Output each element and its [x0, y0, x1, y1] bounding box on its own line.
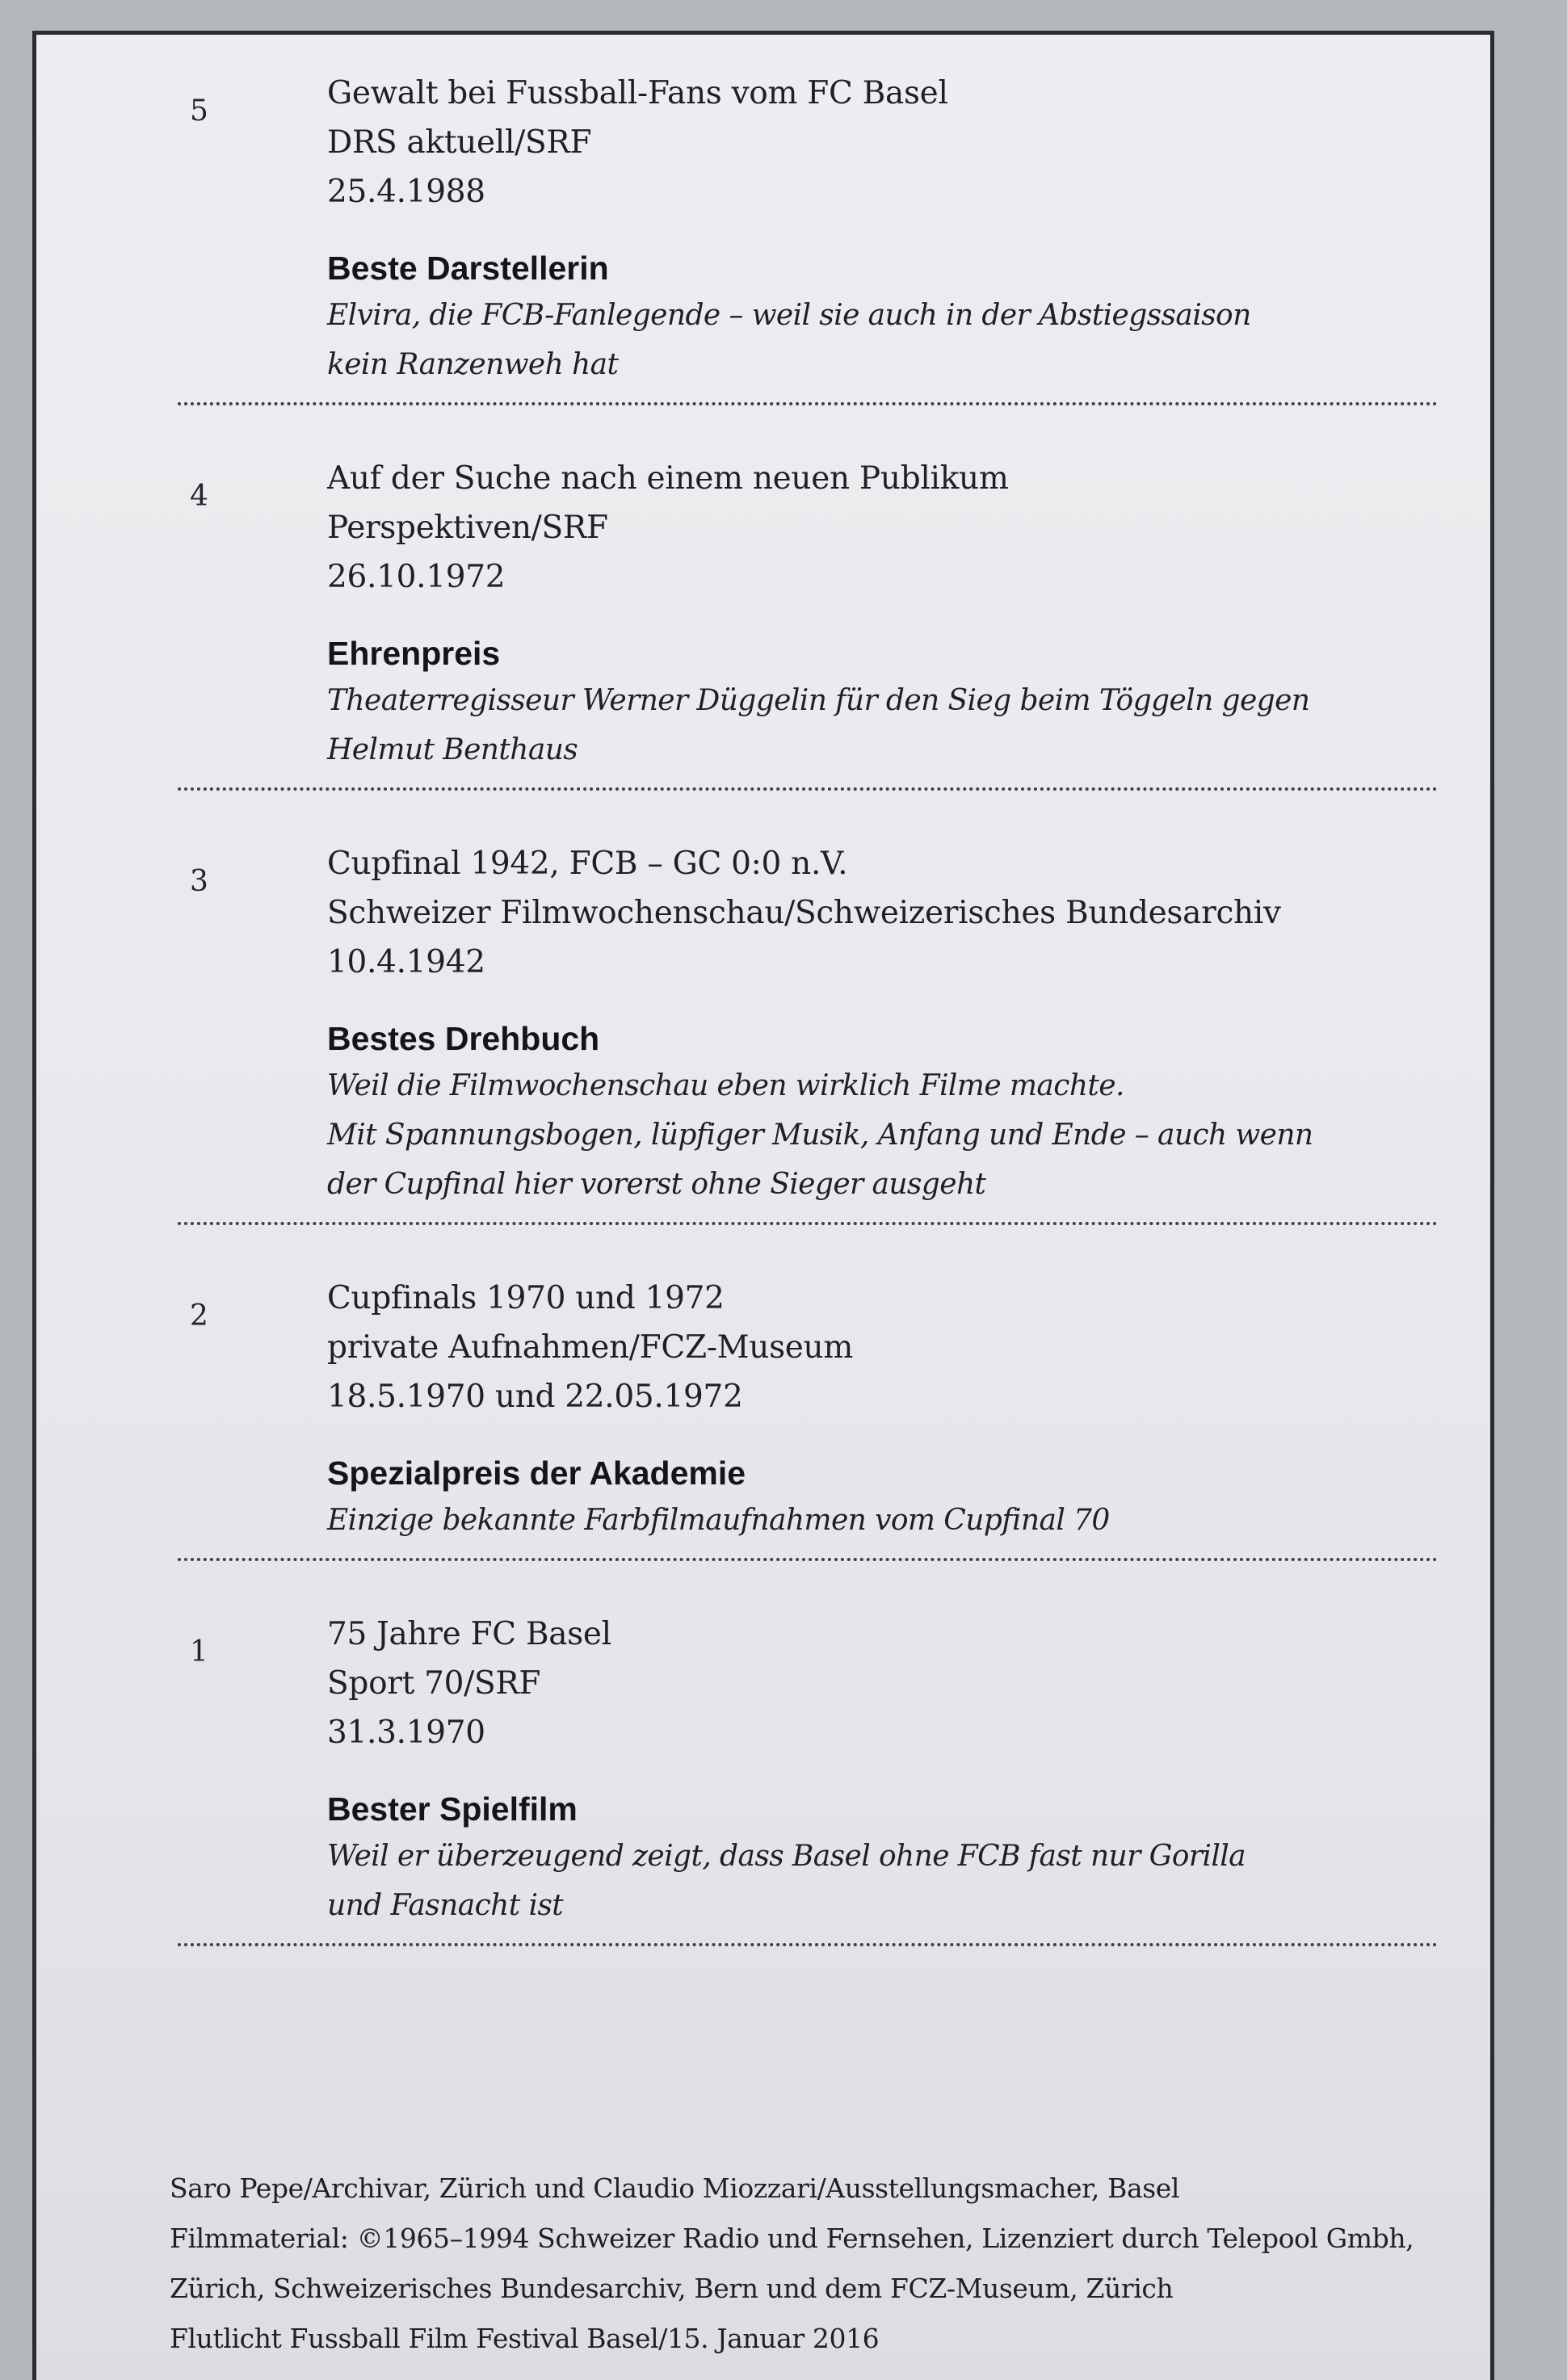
- award-reason-line: Weil die Filmwochenschau eben wirklich Filme machte.: [327, 1069, 1124, 1102]
- ranking-list: [178, 69, 1438, 1995]
- ranking-entry-5: [178, 69, 1438, 405]
- rank-number: 5: [190, 94, 208, 128]
- film-title: Cupfinal 1942, FCB – GC 0:0 n.V.: [327, 846, 848, 882]
- award-reason: [327, 676, 1438, 774]
- award-title: Beste Darstellerin: [327, 250, 609, 287]
- award-reason: [327, 291, 1438, 389]
- film-source: private Aufnahmen/FCZ-Museum: [327, 1329, 854, 1366]
- award-reason-line: Mit Spannungsbogen, lüpfiger Musik, Anfang und Ende – auch wenn: [327, 1119, 1313, 1152]
- film-date: 26.10.1972: [327, 559, 506, 595]
- credits-footage-cont: Zürich, Schweizerisches Bundesarchiv, Bern und dem FCZ-Museum, Zürich: [170, 2273, 1174, 2304]
- film-source: Sport 70/SRF: [327, 1665, 541, 1702]
- award-title: Bester Spielfilm: [327, 1790, 578, 1828]
- award-reason: [327, 1061, 1438, 1209]
- film-date: 25.4.1988: [327, 174, 485, 210]
- award-reason-line: der Cupfinal hier vorerst ohne Sieger ausgeht: [327, 1168, 986, 1201]
- award-reason-line: kein Ranzenweh hat: [327, 348, 619, 381]
- program-sheet: [32, 31, 1494, 2380]
- award-title: Bestes Drehbuch: [327, 1020, 600, 1057]
- film-date: 10.4.1942: [327, 944, 485, 980]
- award-reason-line: Theaterregisseur Werner Düggelin für den Sieg beim Töggeln gegen: [327, 684, 1310, 717]
- film-info: [327, 1274, 1438, 1421]
- film-info: [327, 69, 1438, 216]
- film-date: 18.5.1970 und 22.05.1972: [327, 1379, 743, 1415]
- award-reason-line: und Fasnacht ist: [327, 1889, 564, 1922]
- credits-block: [170, 2164, 1462, 2364]
- ranking-entry-2: [178, 1274, 1438, 1561]
- film-info: [327, 454, 1438, 602]
- film-source: Schweizer Filmwochenschau/Schweizerisches Bundesarchiv: [327, 895, 1281, 931]
- film-title: 75 Jahre FC Basel: [327, 1616, 611, 1652]
- film-title: Auf der Suche nach einem neuen Publikum: [327, 460, 1009, 497]
- film-info: [327, 1610, 1438, 1757]
- film-source: DRS aktuell/SRF: [327, 124, 592, 161]
- credits-festival: Flutlicht Fussball Film Festival Basel/15. Januar 2016: [170, 2323, 880, 2354]
- award-reason-line: Elvira, die FCB-Fanlegende – weil sie auch in der Abstiegssaison: [327, 299, 1251, 332]
- rank-number: 2: [190, 1299, 208, 1333]
- credits-authors: Saro Pepe/Archivar, Zürich und Claudio Miozzari/Ausstellungsmacher, Basel: [170, 2172, 1180, 2204]
- award-reason-line: Weil er überzeugend zeigt, dass Basel ohne FCB fast nur Gorilla: [327, 1840, 1246, 1873]
- award-reason: [327, 1496, 1438, 1545]
- film-source: Perspektiven/SRF: [327, 510, 608, 546]
- award-title: Ehrenpreis: [327, 635, 501, 672]
- film-title: Cupfinals 1970 und 1972: [327, 1280, 725, 1316]
- film-info: [327, 839, 1438, 987]
- credits-footage: Filmmaterial: ©1965–1994 Schweizer Radio und Fernsehen, Lizenziert durch Telepool Gmbh,: [170, 2223, 1414, 2254]
- award-reason: [327, 1832, 1438, 1930]
- award-title: Spezialpreis der Akademie: [327, 1454, 746, 1492]
- ranking-entry-3: [178, 839, 1438, 1225]
- rank-number: 4: [190, 480, 208, 513]
- award-reason-line: Einzige bekannte Farbfilmaufnahmen vom Cupfinal 70: [327, 1504, 1110, 1537]
- rank-number: 1: [190, 1635, 208, 1669]
- film-title: Gewalt bei Fussball-Fans vom FC Basel: [327, 75, 948, 111]
- award-reason-line: Helmut Benthaus: [327, 733, 578, 766]
- rank-number: 3: [190, 865, 208, 898]
- film-date: 31.3.1970: [327, 1715, 485, 1751]
- ranking-entry-1: [178, 1610, 1438, 1946]
- ranking-entry-4: [178, 454, 1438, 791]
